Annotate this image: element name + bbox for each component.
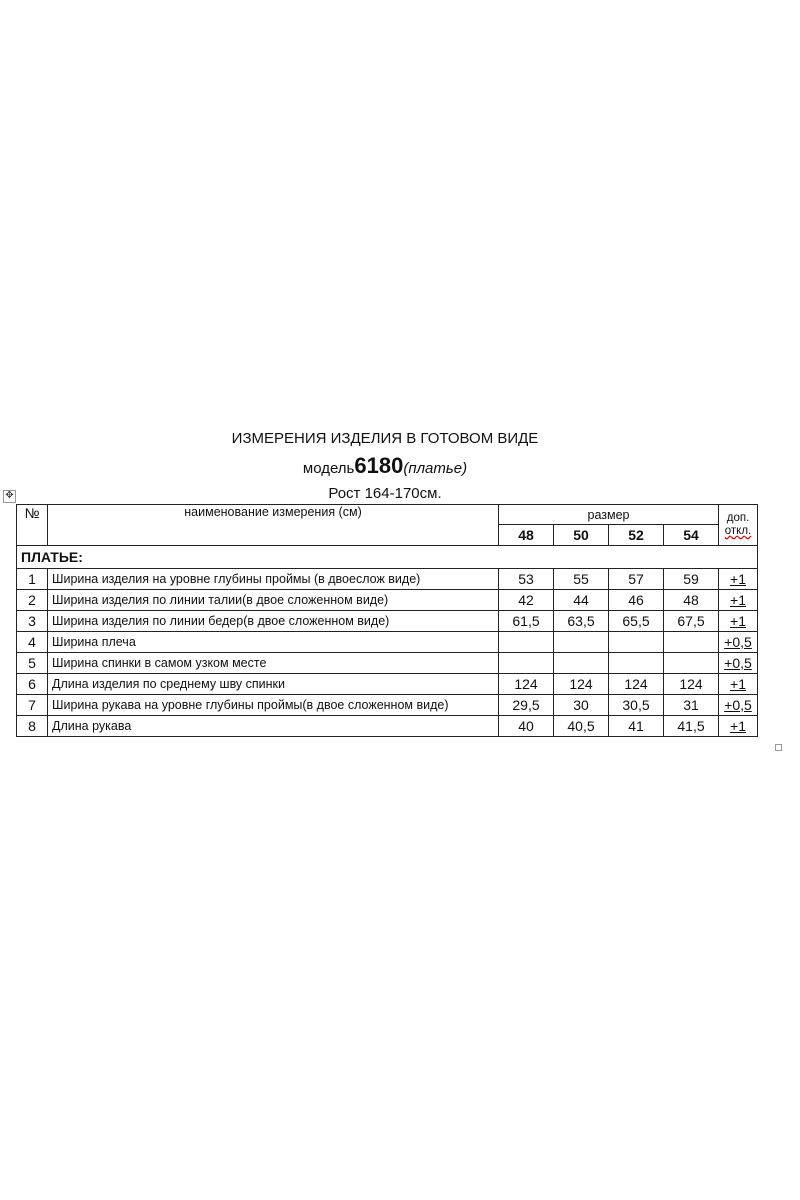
row-name: Ширина изделия по линии бедер(в двое сложенном виде) <box>48 611 499 632</box>
row-size-value: 42 <box>499 590 554 611</box>
row-size-value: 59 <box>664 569 719 590</box>
row-tolerance <box>719 674 758 695</box>
row-tolerance <box>719 590 758 611</box>
row-size-value: 124 <box>554 674 609 695</box>
row-tolerance-value: +1 <box>730 592 746 608</box>
row-size-value <box>554 653 609 674</box>
row-number: 4 <box>17 632 48 653</box>
header-number: № <box>17 505 48 546</box>
header-size: размер <box>499 505 719 525</box>
table-row <box>17 632 758 653</box>
row-number: 6 <box>17 674 48 695</box>
row-size-value <box>554 632 609 653</box>
model-type: (платье) <box>403 460 468 477</box>
row-size-value: 53 <box>499 569 554 590</box>
row-name: Ширина плеча <box>48 632 499 653</box>
row-size-value <box>499 632 554 653</box>
row-size-value: 30,5 <box>609 695 664 716</box>
table-row <box>17 674 758 695</box>
row-size-value <box>664 632 719 653</box>
row-tolerance <box>719 716 758 737</box>
row-size-value: 67,5 <box>664 611 719 632</box>
row-name: Длина рукава <box>48 716 499 737</box>
measurement-rows <box>17 569 758 737</box>
row-size-value <box>609 653 664 674</box>
row-size-value: 124 <box>609 674 664 695</box>
size-52: 52 <box>609 525 664 546</box>
row-size-value <box>664 653 719 674</box>
row-size-value: 124 <box>664 674 719 695</box>
section-title: ПЛАТЬЕ: <box>17 546 758 569</box>
row-name: Ширина спинки в самом узком месте <box>48 653 499 674</box>
table-resize-handle[interactable] <box>775 744 782 751</box>
model-prefix: модель <box>302 460 355 477</box>
table-row <box>17 716 758 737</box>
header-tolerance-line1: доп. <box>726 512 750 524</box>
height-line: Рост 164-170см. <box>328 485 442 502</box>
row-size-value: 57 <box>609 569 664 590</box>
row-size-value: 55 <box>554 569 609 590</box>
row-number: 3 <box>17 611 48 632</box>
row-size-value: 124 <box>499 674 554 695</box>
header-tolerance <box>719 505 758 546</box>
table-row <box>17 695 758 716</box>
row-tolerance <box>719 695 758 716</box>
row-number: 8 <box>17 716 48 737</box>
row-size-value: 41 <box>609 716 664 737</box>
row-size-value: 30 <box>554 695 609 716</box>
row-size-value: 29,5 <box>499 695 554 716</box>
row-tolerance-value: +1 <box>730 613 746 629</box>
row-tolerance-value: +1 <box>730 676 746 692</box>
row-size-value: 65,5 <box>609 611 664 632</box>
row-size-value <box>609 632 664 653</box>
row-tolerance <box>719 653 758 674</box>
row-size-value: 40 <box>499 716 554 737</box>
measurements-table <box>16 504 758 737</box>
row-size-value: 41,5 <box>664 716 719 737</box>
size-48: 48 <box>499 525 554 546</box>
row-tolerance-value: +1 <box>730 718 746 734</box>
row-tolerance <box>719 569 758 590</box>
row-tolerance-value: +0,5 <box>724 634 752 650</box>
table-row <box>17 611 758 632</box>
table-move-handle-icon[interactable]: ✥ <box>3 490 16 503</box>
row-tolerance-value: +1 <box>730 571 746 587</box>
table-row <box>17 653 758 674</box>
row-name: Длина изделия по среднему шву спинки <box>48 674 499 695</box>
row-size-value: 63,5 <box>554 611 609 632</box>
size-54: 54 <box>664 525 719 546</box>
model-line <box>0 453 770 479</box>
row-size-value: 46 <box>609 590 664 611</box>
row-size-value: 44 <box>554 590 609 611</box>
header-tolerance-line2: откл. <box>724 525 752 537</box>
row-tolerance-value: +0,5 <box>724 697 752 713</box>
row-size-value: 31 <box>664 695 719 716</box>
row-number: 1 <box>17 569 48 590</box>
row-size-value: 48 <box>664 590 719 611</box>
row-tolerance-value: +0,5 <box>724 655 752 671</box>
model-number: 6180 <box>354 453 404 478</box>
row-number: 2 <box>17 590 48 611</box>
table-row <box>17 569 758 590</box>
section-row <box>17 546 758 569</box>
table-row <box>17 590 758 611</box>
row-size-value <box>499 653 554 674</box>
size-50: 50 <box>554 525 609 546</box>
document-title: ИЗМЕРЕНИЯ ИЗДЕЛИЯ В ГОТОВОМ ВИДЕ <box>231 430 539 447</box>
row-name: Ширина изделия по линии талии(в двое сложенном виде) <box>48 590 499 611</box>
row-name: Ширина рукава на уровне глубины проймы(в двое сложенном виде) <box>48 695 499 716</box>
header-name: наименование измерения (см) <box>48 505 499 546</box>
row-number: 5 <box>17 653 48 674</box>
row-tolerance <box>719 611 758 632</box>
row-name: Ширина изделия на уровне глубины проймы (в двоеслож виде) <box>48 569 499 590</box>
row-size-value: 61,5 <box>499 611 554 632</box>
row-number: 7 <box>17 695 48 716</box>
table-header-row <box>17 505 758 525</box>
row-tolerance <box>719 632 758 653</box>
row-size-value: 40,5 <box>554 716 609 737</box>
